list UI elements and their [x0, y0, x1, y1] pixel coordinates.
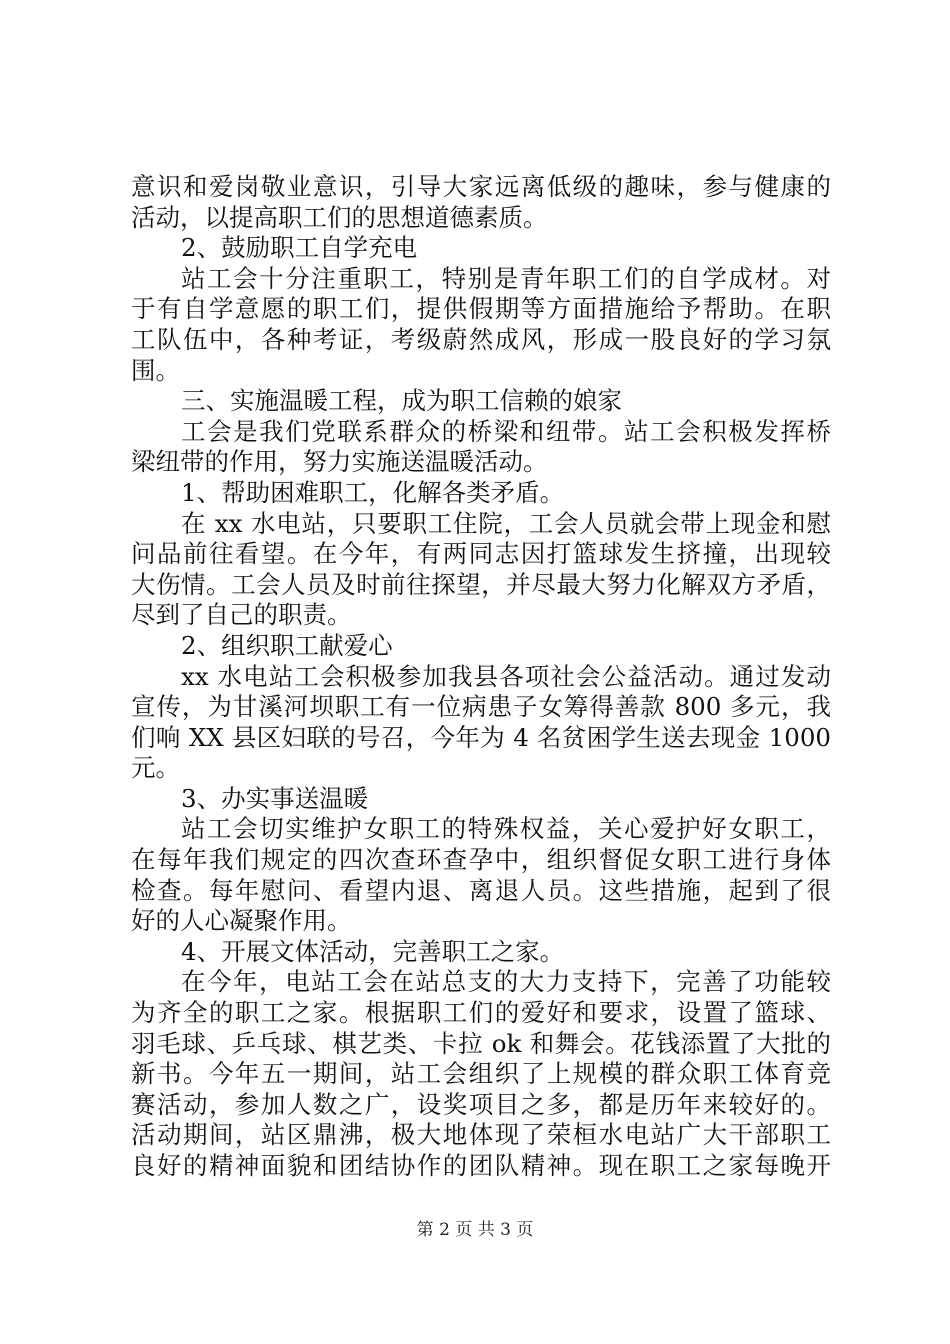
text-line: 检查。每年慰问、看望内退、离退人员。这些措施，起到了很 [131, 875, 831, 905]
page-number-footer: 第 2 页 共 3 页 [416, 1220, 534, 1240]
text-line: 们响 XX 县区妇联的号召，今年为 4 名贫困学生送去现金 1000 [131, 722, 831, 752]
text-line: 活动期间，站区鼎沸，极大地体现了荣桓水电站广大干部职工 [131, 1120, 831, 1150]
text-line: 意识和爱岗敬业意识，引导大家远离低级的趣味，参与健康的 [131, 172, 831, 201]
section-heading: 2、鼓励职工自学充电 [181, 233, 418, 263]
text-line: 在今年，电站工会在站总支的大力支持下，完善了功能较 [181, 967, 831, 997]
text-line: 站工会十分注重职工，特别是青年职工们的自学成材。对 [181, 263, 831, 293]
text-line: 站工会切实维护女职工的特殊权益，关心爱护好女职工， [181, 814, 831, 844]
text-line: 为齐全的职工之家。根据职工们的爱好和要求，设置了篮球、 [131, 998, 831, 1028]
text-line: 问品前往看望。在今年，有两同志因打篮球发生挤撞，出现较 [131, 539, 831, 569]
text-line: 羽毛球、乒乓球、棋艺类、卡拉 ok 和舞会。花钱添置了大批的 [131, 1028, 831, 1058]
text-line: 元。 [131, 753, 180, 783]
section-heading: 3、办实事送温暖 [181, 783, 369, 813]
section-heading: 4、开展文体活动，完善职工之家。 [181, 936, 565, 966]
text-line: 工会是我们党联系群众的桥梁和纽带。站工会积极发挥桥 [181, 416, 831, 446]
text-line: 好的人心凝聚作用。 [131, 906, 352, 936]
section-heading: 三、实施温暖工程，成为职工信赖的娘家 [181, 386, 622, 416]
text-line: 新书。今年五一期间，站工会组织了上规模的群众职工体育竞 [131, 1059, 831, 1089]
text-line: 宣传，为甘溪河坝职工有一位病患子女筹得善款 800 多元，我 [131, 692, 831, 722]
body-text [131, 172, 831, 1182]
text-line: xx 水电站工会积极参加我县各项社会公益活动。通过发动 [181, 661, 831, 691]
text-line: 梁纽带的作用，努力实施送温暖活动。 [131, 447, 548, 477]
section-heading: 2、组织职工献爱心 [181, 630, 393, 660]
text-line: 在 xx 水电站，只要职工住院，工会人员就会带上现金和慰 [181, 508, 831, 538]
text-line: 于有自学意愿的职工们，提供假期等方面措施给予帮助。在职 [131, 294, 831, 324]
section-heading: 1、帮助困难职工，化解各类矛盾。 [181, 477, 565, 507]
text-line: 工队伍中，各种考证，考级蔚然成风，形成一股良好的学习氛 [131, 324, 831, 354]
text-line: 大伤情。工会人员及时前往探望，并尽最大努力化解双方矛盾， [131, 569, 831, 599]
text-line: 尽到了自己的职责。 [131, 600, 352, 630]
text-line: 活动，以提高职工们的思想道德素质。 [131, 202, 548, 232]
text-line: 在每年我们规定的四次查环查孕中，组织督促女职工进行身体 [131, 845, 831, 875]
text-line: 赛活动，参加人数之广，设奖项目之多，都是历年来较好的。 [131, 1089, 831, 1119]
text-line: 良好的精神面貌和团结协作的团队精神。现在职工之家每晚开 [131, 1151, 831, 1180]
text-line: 围。 [131, 355, 180, 385]
